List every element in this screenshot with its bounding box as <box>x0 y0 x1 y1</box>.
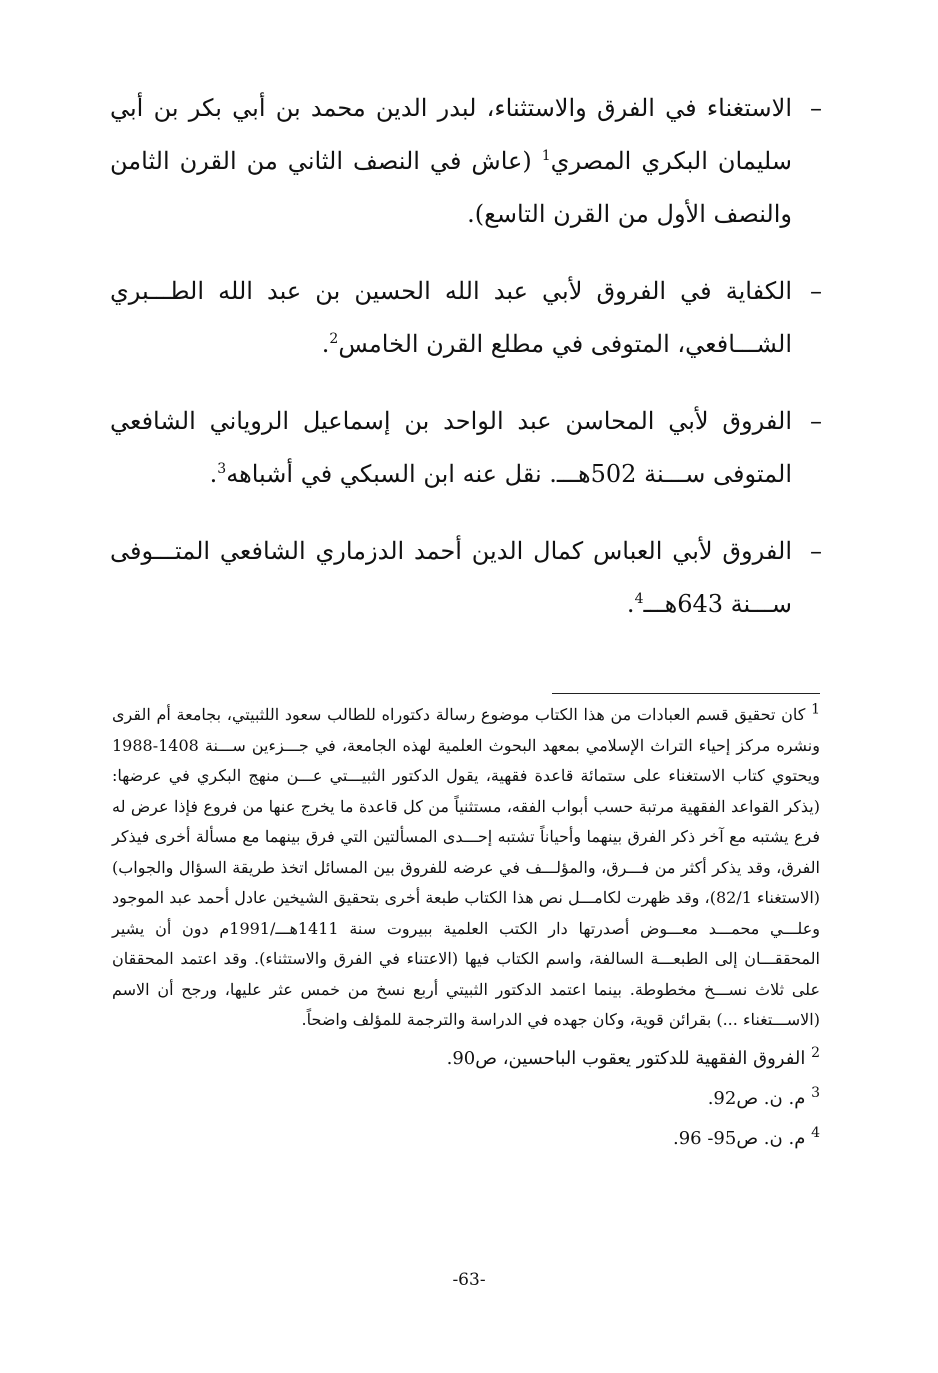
entry-text: الاستغناء في الفرق والاستثناء، لبدر الدين محمد بن أبي بكر بن أبي سليمان البكري المصري <box>110 94 792 175</box>
footnote-text: م. ن. ص92. <box>707 1087 806 1109</box>
footnote-number: 2 <box>811 1044 820 1061</box>
list-item <box>110 395 822 501</box>
list-dash: – <box>810 277 822 305</box>
footnote-ref: 1 <box>541 148 551 164</box>
entry-text: . <box>321 330 330 358</box>
entry-text: . <box>626 590 635 618</box>
list-item <box>110 525 822 631</box>
entry-text: (عاش في النصف الثاني من القرن الثامن والنصف الأول من القرن التاسع). <box>110 147 792 228</box>
footnote-ref: 2 <box>329 331 339 347</box>
list-dash: – <box>810 407 822 435</box>
list-item <box>110 82 822 241</box>
list-dash: – <box>810 537 822 565</box>
footnote-separator <box>552 693 820 694</box>
footnote-text: م. ن. ص95- 96. <box>672 1127 806 1149</box>
entry-text: الفروق لأبي المحاسن عبد الواحد بن إسماعيل الروياني الشافعي المتوفى ســـنة 502هـــ. نقل عنه ابن السبكي في أشباهه <box>110 407 792 488</box>
entry-text: الكفاية في الفروق لأبي عبد الله الحسين بن عبد الله الطـــبري الشـــافعي، المتوفى في مطلع القرن الخامس <box>110 277 792 358</box>
list-dash: – <box>810 94 822 122</box>
footnote-number: 3 <box>811 1084 820 1101</box>
footnote <box>112 1122 820 1156</box>
footnote-ref: 3 <box>217 461 227 477</box>
page-number: -63- <box>452 1270 486 1290</box>
footnote <box>112 1082 820 1116</box>
main-text <box>110 82 822 641</box>
footnote-number: 1 <box>811 701 820 718</box>
footnote <box>112 700 820 1036</box>
entry-text: . <box>209 460 218 488</box>
footnote-ref: 4 <box>634 591 644 607</box>
footnote-number: 4 <box>811 1124 820 1141</box>
footnotes <box>112 700 820 1156</box>
footnote-text: كان تحقيق قسم العبادات من هذا الكتاب موضوع رسالة دكتوراه للطالب سعود اللثبيتي، بجامعة أم القرى ونشره مركز إحياء التراث الإسلامي بمعهد البحوث العلمية لهذه الجامعة، في جـــزءين ســـنة 1408-1988 ويحتوي كتاب الاستغناء على ستمائة قاعدة فقهية، يقول الدكتور الثبيـــتي عـــن منهج البكري في عرضها: (يذكر القواعد الفقهية مرتبة حسب أبواب الفقه، مستثنياً من كل قاعدة ما يخرج عنها من فروع فإذا عرض له فرع يشتبه مع آخر ذكر الفرق بينهما وأحياناً تشتبه إحـــدى المسألتين التي فرق بينهما مع مسألة أخرى فيذكر الفرق، وقد يذكر أكثر من فـــرق، والمؤلـــف في عرضه للفروق بين المسائل اتخذ طريقة السؤال والجواب) (الاستغناء 82/1)، وقد ظهرت لكامـــل نص هذا الكتاب طبعة أخرى بتحقيق الشيخين عادل أحمد عبد الموجود وعلـــي محمـــد معـــوض أصدرتها دار الكتب العلمية ببيروت سنة 1411هـــ/1991م دون أن يشير المحققـــان إلى الطبعـــة السالفة، واسم الكتاب فيها (الاعتناء في الفرق والاستثناء). وقد اعتمد المحققان على ثلاث نســـخ مخطوطة. بينما اعتمد الدكتور الثبيتي أربع نسخ من خمس عثر عليها، ورجح أن الاسم (الاســـتغناء ...) بقرائن قوية، وكان جهده في الدراسة والترجمة للمؤلف واضحاً. <box>112 705 821 1029</box>
list-item <box>110 265 822 371</box>
footnote <box>112 1042 820 1076</box>
entry-text: الفروق لأبي العباس كمال الدين أحمد الدزماري الشافعي المتـــوفى ســـنة 643هـــ <box>110 537 792 618</box>
footnote-text: الفروق الفقهية للدكتور يعقوب الباحسين، ص90. <box>446 1047 806 1069</box>
